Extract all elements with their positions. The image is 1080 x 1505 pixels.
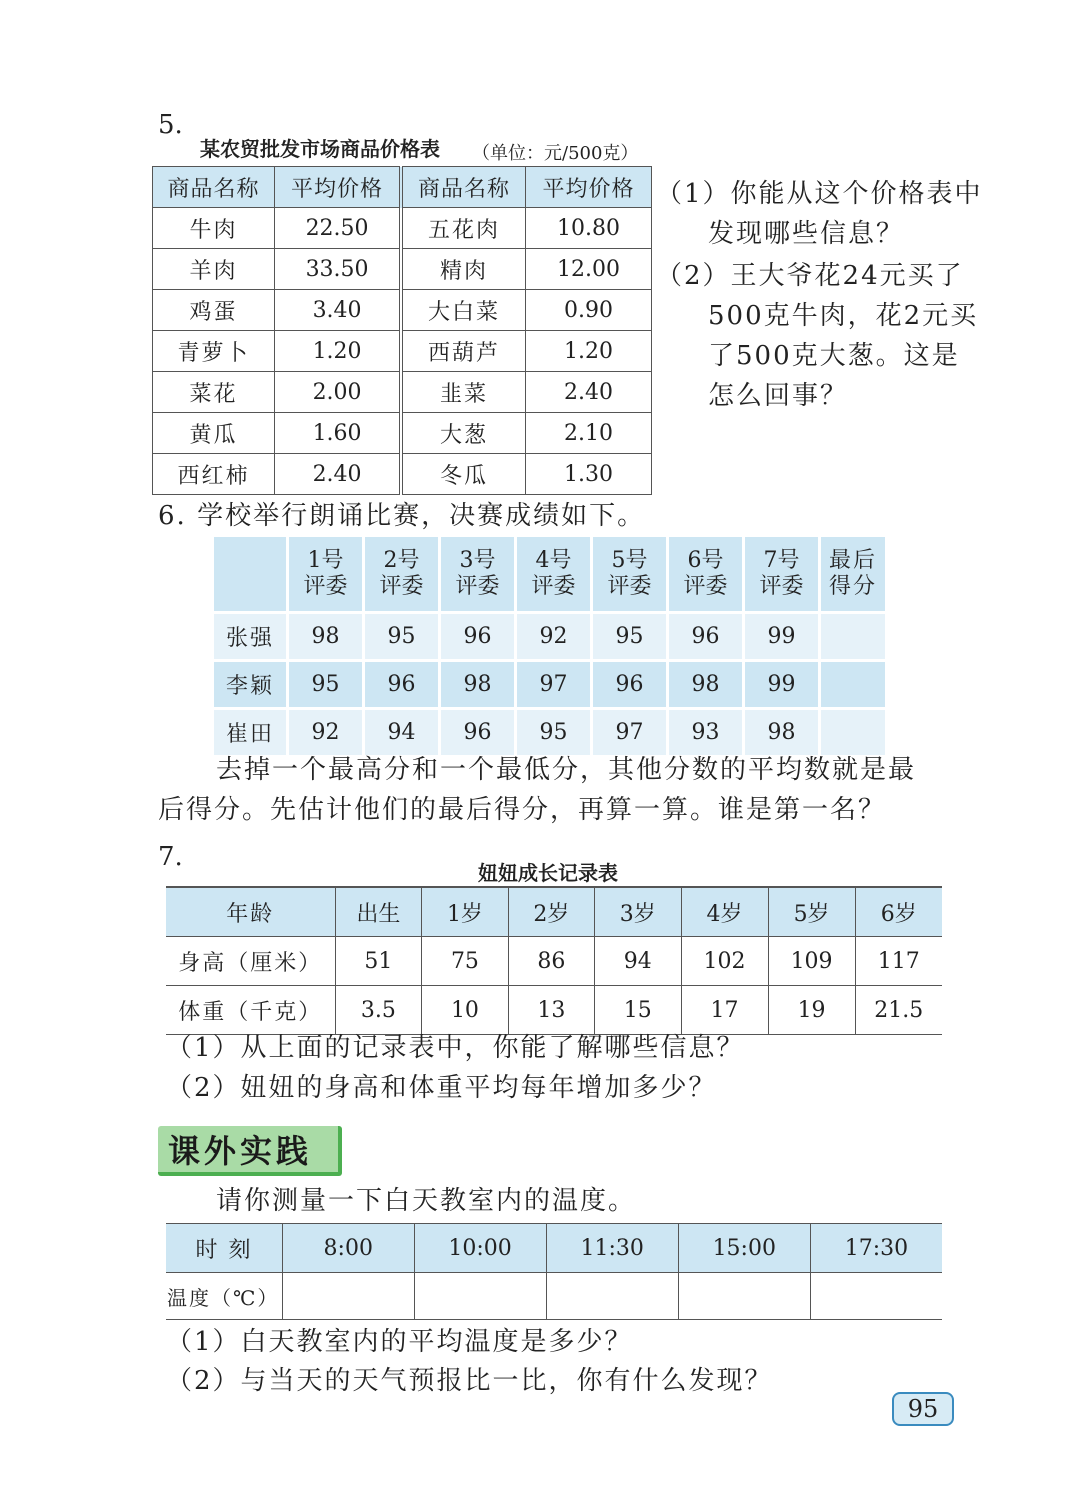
table-row — [153, 372, 652, 413]
contestant-name: 崔田 — [214, 709, 288, 757]
judge-label: 评委 — [759, 574, 804, 599]
judge-header — [440, 537, 516, 613]
q6-text-line1: 去掉一个最高分和一个最低分，其他分数的平均数就是最 — [216, 755, 917, 785]
value-cell: 13 — [508, 986, 594, 1035]
q5-sub1-line2: 发现哪些信息？ — [708, 219, 905, 249]
judge-label: 评委 — [607, 574, 652, 599]
time-cell: 15:00 — [678, 1224, 810, 1273]
q5-sub1-mark: （1） — [656, 179, 731, 209]
product-name-cell: 羊肉 — [153, 249, 275, 290]
temperature-cell — [810, 1273, 942, 1320]
score-cell: 96 — [440, 709, 516, 757]
score-cell: 95 — [288, 661, 364, 709]
product-name-cell: 大白菜 — [401, 290, 526, 331]
growth-table-header — [166, 887, 942, 937]
temperature-table — [166, 1223, 942, 1320]
temperature-table-header — [166, 1224, 942, 1273]
score-cell: 99 — [744, 613, 820, 661]
q6-text-line2: 后得分。先估计他们的最后得分，再算一算。谁是第一名？ — [158, 795, 887, 825]
judge-label: 评委 — [683, 574, 728, 599]
price-cell: 2.40 — [526, 372, 652, 413]
product-name-cell: 鸡蛋 — [153, 290, 275, 331]
score-cell: 96 — [440, 613, 516, 661]
final-score-header: 最后得分 — [820, 537, 887, 613]
row-label: 身高（厘米） — [166, 937, 335, 986]
price-cell: 12.00 — [526, 249, 652, 290]
price-cell: 3.40 — [275, 290, 401, 331]
table-row — [153, 413, 652, 454]
value-cell: 94 — [595, 937, 681, 986]
header-cell: 6岁 — [855, 887, 942, 937]
score-cell: 99 — [744, 661, 820, 709]
time-cell: 17:30 — [810, 1224, 942, 1273]
judge-label: 评委 — [303, 574, 348, 599]
score-cell: 95 — [364, 613, 440, 661]
judge-header — [288, 537, 364, 613]
judge-number: 7号 — [763, 548, 800, 573]
contestant-name: 张强 — [214, 613, 288, 661]
q5-sub1 — [656, 174, 986, 254]
temperature-cell — [414, 1273, 546, 1320]
value-cell: 109 — [768, 937, 855, 986]
score-cell: 95 — [592, 613, 668, 661]
time-cell: 10:00 — [414, 1224, 546, 1273]
q6-title: 6. 学校举行朗诵比赛，决赛成绩如下。 — [158, 501, 646, 531]
judge-header — [592, 537, 668, 613]
product-name-cell: 韭菜 — [401, 372, 526, 413]
judge-header — [364, 537, 440, 613]
judge-label: 评委 — [379, 574, 424, 599]
score-cell: 96 — [364, 661, 440, 709]
temperature-row — [166, 1273, 942, 1320]
time-label: 时 刻 — [166, 1224, 282, 1273]
q5-sub2-line2: 500克牛肉，花2元买 — [708, 301, 979, 331]
score-cell: 93 — [668, 709, 744, 757]
table-row — [214, 661, 887, 709]
judge-number: 3号 — [459, 548, 496, 573]
q5-sub1-line1: 你能从这个价格表中 — [730, 179, 983, 209]
header-cell: 5岁 — [768, 887, 855, 937]
temperature-cell — [678, 1273, 810, 1320]
time-cell: 11:30 — [546, 1224, 678, 1273]
price-cell: 2.10 — [526, 413, 652, 454]
header-cell: 出生 — [335, 887, 422, 937]
judge-number: 2号 — [383, 548, 420, 573]
q5-sub2-line4: 怎么回事？ — [708, 381, 849, 411]
judge-number: 6号 — [687, 548, 724, 573]
header-cell: 平均价格 — [275, 167, 401, 208]
value-cell: 15 — [595, 986, 681, 1035]
table-row — [153, 454, 652, 495]
q7-table-title: 妞妞成长记录表 — [478, 861, 618, 885]
q5-number: 5. — [158, 110, 183, 140]
product-name-cell: 黄瓜 — [153, 413, 275, 454]
table-row — [153, 331, 652, 372]
judge-label: 评委 — [455, 574, 500, 599]
practice-badge: 课外实践 — [158, 1126, 342, 1176]
value-cell: 10 — [422, 986, 508, 1035]
q7-q1: （1）从上面的记录表中，你能了解哪些信息？ — [166, 1033, 745, 1063]
score-cell: 94 — [364, 709, 440, 757]
score-cell: 92 — [516, 613, 592, 661]
header-cell: 商品名称 — [401, 167, 526, 208]
value-cell: 75 — [422, 937, 508, 986]
value-cell: 19 — [768, 986, 855, 1035]
score-cell: 96 — [668, 613, 744, 661]
value-cell: 86 — [508, 937, 594, 986]
contestant-name: 李颖 — [214, 661, 288, 709]
q5-table-unit: （单位：元/500克） — [472, 143, 639, 164]
score-cell: 98 — [288, 613, 364, 661]
score-table — [214, 537, 888, 758]
judge-header — [516, 537, 592, 613]
table-row — [153, 290, 652, 331]
judge-header — [668, 537, 744, 613]
price-cell: 0.90 — [526, 290, 652, 331]
practice-q2: （2）与当天的天气预报比一比，你有什么发现？ — [166, 1366, 773, 1396]
product-name-cell: 西红柿 — [153, 454, 275, 495]
price-cell: 2.00 — [275, 372, 401, 413]
judge-header — [744, 537, 820, 613]
score-cell: 97 — [516, 661, 592, 709]
product-name-cell: 精肉 — [401, 249, 526, 290]
temperature-label: 温度（℃） — [166, 1273, 282, 1320]
header-cell: 3岁 — [595, 887, 681, 937]
temperature-cell — [546, 1273, 678, 1320]
value-cell: 21.5 — [855, 986, 942, 1035]
q7-q2: （2）妞妞的身高和体重平均每年增加多少？ — [166, 1073, 717, 1103]
judge-number: 5号 — [611, 548, 648, 573]
q5-sub2-mark: （2） — [656, 261, 731, 291]
product-name-cell: 冬瓜 — [401, 454, 526, 495]
value-cell: 117 — [855, 937, 942, 986]
final-score-cell — [820, 613, 887, 661]
value-cell: 3.5 — [335, 986, 422, 1035]
final-score-cell — [820, 661, 887, 709]
judge-label: 评委 — [531, 574, 576, 599]
product-name-cell: 大葱 — [401, 413, 526, 454]
price-cell: 22.50 — [275, 208, 401, 249]
value-cell: 17 — [681, 986, 768, 1035]
q5-sub2-line3: 了500克大葱。这是 — [708, 341, 960, 371]
row-label: 体重（千克） — [166, 986, 335, 1035]
value-cell: 51 — [335, 937, 422, 986]
table-row — [166, 937, 942, 986]
q5-table-title: 某农贸批发市场商品价格表 — [200, 137, 440, 161]
practice-intro: 请你测量一下白天教室内的温度。 — [216, 1186, 637, 1216]
temperature-cell — [282, 1273, 414, 1320]
header-cell: 1岁 — [422, 887, 508, 937]
price-cell: 1.20 — [526, 331, 652, 372]
header-cell: 年龄 — [166, 887, 335, 937]
judge-number: 4号 — [535, 548, 572, 573]
price-cell: 1.20 — [275, 331, 401, 372]
score-cell: 97 — [592, 709, 668, 757]
q7-number: 7. — [158, 842, 183, 872]
header-corner — [214, 537, 288, 613]
price-cell: 1.30 — [526, 454, 652, 495]
price-cell: 1.60 — [275, 413, 401, 454]
product-name-cell: 菜花 — [153, 372, 275, 413]
growth-table — [166, 886, 942, 1035]
header-cell: 4岁 — [681, 887, 768, 937]
q5-sub2-line1: 王大爷花24元买了 — [730, 261, 964, 291]
time-cell: 8:00 — [282, 1224, 414, 1273]
price-cell: 2.40 — [275, 454, 401, 495]
header-cell: 商品名称 — [153, 167, 275, 208]
product-name-cell: 青萝卜 — [153, 331, 275, 372]
header-cell: 2岁 — [508, 887, 594, 937]
price-table — [152, 166, 652, 495]
practice-q1: （1）白天教室内的平均温度是多少？ — [166, 1327, 633, 1357]
table-row — [153, 208, 652, 249]
product-name-cell: 西葫芦 — [401, 331, 526, 372]
product-name-cell: 牛肉 — [153, 208, 275, 249]
score-cell: 98 — [668, 661, 744, 709]
score-cell: 96 — [592, 661, 668, 709]
price-cell: 33.50 — [275, 249, 401, 290]
judge-number: 1号 — [307, 548, 344, 573]
table-row — [214, 613, 887, 661]
score-cell: 95 — [516, 709, 592, 757]
page-number: 95 — [892, 1392, 954, 1426]
score-cell: 98 — [744, 709, 820, 757]
value-cell: 102 — [681, 937, 768, 986]
score-table-header — [214, 537, 887, 613]
score-cell: 92 — [288, 709, 364, 757]
product-name-cell: 五花肉 — [401, 208, 526, 249]
q5-sub2 — [656, 256, 986, 416]
header-cell: 平均价格 — [526, 167, 652, 208]
table-row — [153, 249, 652, 290]
price-cell: 10.80 — [526, 208, 652, 249]
score-cell: 98 — [440, 661, 516, 709]
price-table-header — [153, 167, 652, 208]
